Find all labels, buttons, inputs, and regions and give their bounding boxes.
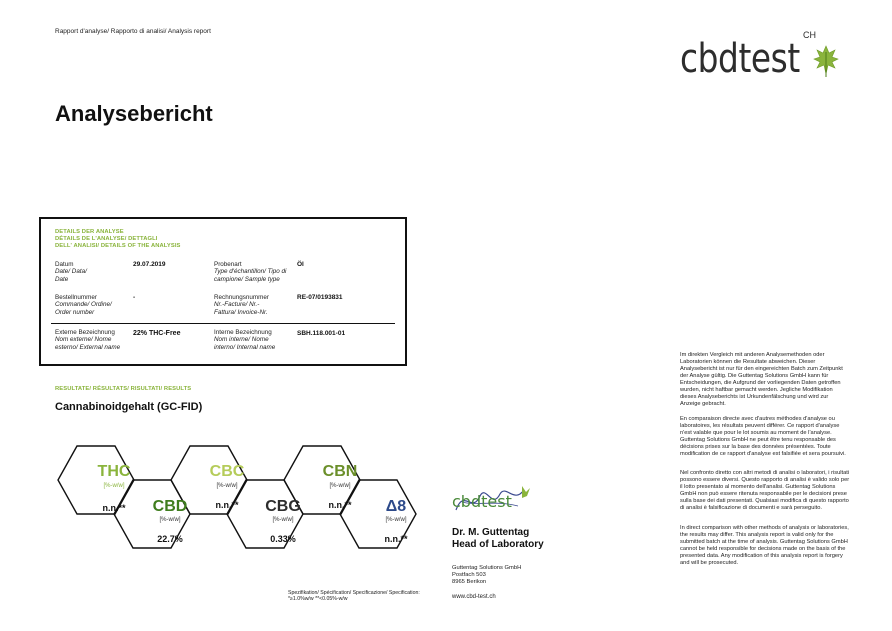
hex-d8-value: n.n.**	[384, 534, 408, 544]
bestell-label: Bestellnummer	[55, 294, 97, 301]
spec-line: *≥1.0%w/w **<0.05%-w/w	[288, 596, 348, 603]
details-heading-line: DÉTAILS DE L'ANALYSE/ DETTAGLI	[55, 235, 158, 242]
address-line: Guttentag Solutions GmbH	[452, 565, 522, 571]
hex-cbn-name: CBN	[322, 463, 358, 480]
company-address	[452, 565, 521, 587]
hex-cbc-value: n.n.**	[215, 500, 239, 510]
signatory-name: Dr. M. Guttentag	[452, 527, 530, 538]
probenart-label-group	[214, 261, 286, 283]
specification-note	[288, 590, 420, 603]
hex-cbd-unit: [%-w/w]	[159, 517, 181, 523]
hex-cbg-name: CBG	[265, 498, 301, 515]
rechnung-label-group	[214, 294, 269, 316]
details-heading-line: DETAILS DER ANALYSE	[55, 229, 124, 235]
signatory-block	[452, 527, 544, 551]
signature-logo	[452, 480, 532, 520]
signature-logo-text: cbdtest	[452, 492, 512, 511]
probenart-label: Probenart	[214, 261, 242, 268]
extern-label: Externe Bezeichnung	[55, 329, 115, 336]
report-type-label: Rapport d'analyse/ Rapporto di analisi/ Analysis report	[55, 28, 211, 35]
spec-line: Spezifikation/ Spécification/ Specificazione/ Specification:	[288, 590, 420, 596]
hex-thc-name: THC	[97, 463, 131, 480]
results-heading: RESULTATE/ RÉSULTATS/ RISULTATI/ RESULTS	[55, 386, 192, 392]
page-title: Analysebericht	[55, 101, 213, 126]
cannabinoid-subtitle: Cannabinoidgehalt (GC-FID)	[55, 401, 203, 413]
hex-cbd-name: CBD	[152, 498, 188, 515]
address-line: 8965 Berikon	[452, 579, 487, 586]
analysis-details-box	[39, 217, 407, 366]
hex-d8	[340, 480, 452, 560]
bestell-label-alt: Commande/ Ordine/	[55, 301, 112, 309]
intern-label-alt: Nom interne/ Nome	[214, 336, 269, 344]
hex-thc-value: n.n.**	[102, 503, 126, 513]
intern-value: SBH.118.001-01	[297, 330, 346, 337]
rechnung-value: RE-07/0193831	[297, 294, 343, 301]
details-heading-line: DELL' ANALISI/ DETAILS OF THE ANALYSIS	[55, 242, 181, 249]
rechnung-label-alt2: Fattura/ Invoice-Nr.	[214, 308, 268, 316]
logo-text: cbdtest	[680, 36, 800, 82]
details-divider	[51, 323, 395, 324]
hex-thc-unit: [%-w/w]	[103, 483, 125, 489]
disclaimer-de: Im direkten Vergleich mit anderen Analysemethoden oder Laboratorien können die Resultate abweichen. Dieser Analysebericht ist nur für den eingereichten Batch zum Zeitpunkt der Analyse gültig. Die Guttentag Solutions GmbH kann für Entscheidungen, die Aufgrund der vorliegenden Daten getroffen wurden, nicht haftbar gemacht werden. Jegliche Modifikation dieses Analyseberichts ist Urkundenfälschung und wird zur Anzeige gebracht.	[680, 352, 843, 407]
hex-cbg-unit: [%-w/w]	[272, 517, 294, 523]
disclaimer-it: Nel confronto diretto con altri metodi di analisi o laboratori, i risultati possono essere diversi. Questo rapporto di analisi è valido solo per il lotto presentato al momento dell'analisi. Guttentag Solutions GmbH non può essere ritenuta responsabile per le decisioni prese sulla base dei dati presentati. Qualsiasi modifica di questo rapporto di analisi è falsificazione di documenti e sarà perseguito.	[680, 470, 850, 511]
datum-label-alt2: Date	[55, 275, 69, 283]
logo-suffix: CH	[803, 30, 816, 40]
address-line: Postfach 503	[452, 572, 486, 579]
rechnung-label-alt: Nr.-Facture/ Nr.-	[214, 301, 260, 309]
hex-cbg-value: 0.33%	[270, 534, 296, 544]
signatory-role: Head of Laboratory	[452, 539, 544, 550]
probenart-label-alt: Type d'échantillon/ Tipo di	[214, 268, 287, 276]
extern-value: 22% THC-Free	[133, 330, 181, 337]
extern-label-alt: Nom externe/ Nome	[55, 336, 112, 344]
hex-cbd-value: 22.7%	[157, 534, 183, 544]
probenart-value: Öl	[297, 261, 304, 268]
datum-label: Datum	[55, 261, 74, 268]
hex-cbc-unit: [%-w/w]	[216, 483, 238, 489]
disclaimer-fr: En comparaison directe avec d'autres méthodes d'analyse ou laboratoires, les résultats peuvent différer. Ce rapport d'analyse n'est valable que pour le lot soumis au moment de l'analyse. Guttentag Solutions GmbH ne peut être tenu responsable des décisions prises sur la base des données présentées. Toute modification de ce rapport d'analyse est falsifiée et sera poursuivi.	[680, 416, 846, 457]
hex-d8-unit: [%-w/w]	[385, 517, 407, 523]
hex-d8-name: Δ8	[385, 498, 407, 515]
hex-cbc-name: CBC	[209, 463, 245, 480]
probenart-label-alt2: campione/ Sample type	[214, 275, 280, 283]
datum-label-group	[55, 261, 87, 283]
details-heading	[55, 229, 181, 249]
intern-label-alt2: interno/ Internal name	[214, 343, 276, 351]
bestell-label-group	[55, 294, 112, 316]
extern-label-alt2: esterno/ External name	[55, 343, 121, 351]
hemp-leaf-icon	[813, 44, 839, 78]
intern-label-group	[214, 329, 275, 351]
bestell-label-alt2: Order number	[55, 308, 95, 316]
disclaimer-en: In direct comparison with other methods of analysis or laboratories, the results may differ. This analysis report is valid only for the submitted batch at the time of analysis. Guttentag Solutions GmbH cannot be held responsible for decisions made on the basis of the presented data. Any modification of this analysis report is forgery and will be prosecuted.	[680, 525, 849, 566]
datum-label-alt: Date/ Data/	[55, 268, 87, 276]
extern-label-group	[55, 329, 120, 351]
datum-value: 29.07.2019	[133, 261, 166, 268]
website-link[interactable]: www.cbd-test.ch	[452, 594, 496, 600]
hex-cbn-unit: [%-w/w]	[329, 483, 351, 489]
hex-cbn-value: n.n.**	[328, 500, 352, 510]
cbdtest-logo	[678, 30, 838, 86]
intern-label: Interne Bezeichnung	[214, 329, 272, 336]
rechnung-label: Rechnungsnummer	[214, 294, 269, 301]
bestell-value: -	[133, 294, 136, 301]
